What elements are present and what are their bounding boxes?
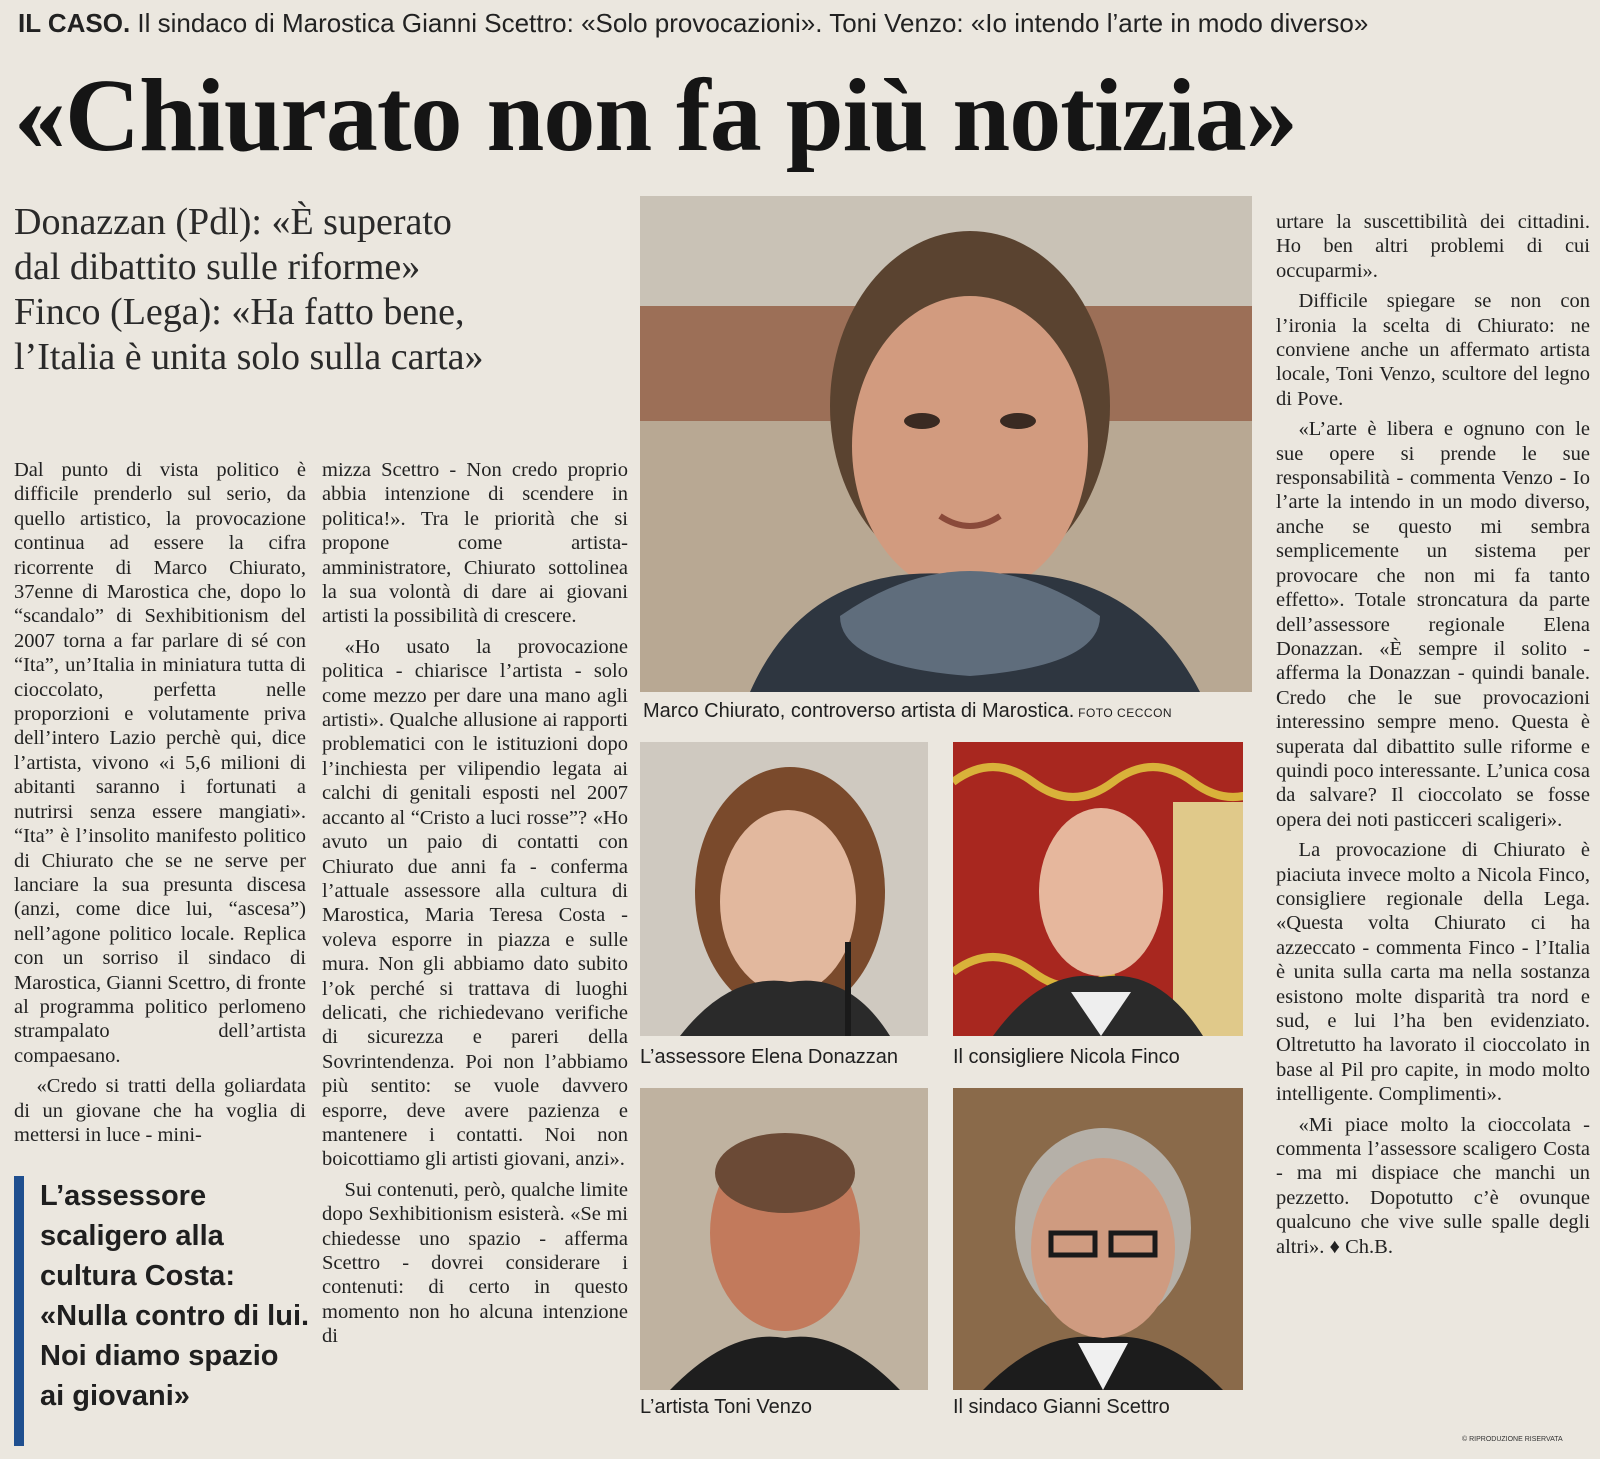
photo-elena-donazzan <box>640 742 928 1036</box>
headline: «Chiurato non fa più notizia» <box>14 58 1297 173</box>
caption-scettro: Il sindaco Gianni Scettro <box>953 1396 1170 1418</box>
article-column-1 <box>14 458 306 1158</box>
caption-finco: Il consigliere Nicola Finco <box>953 1046 1180 1068</box>
article-paragraph: mizza Scettro - Non credo proprio abbia intenzione di scendere in politica!». Tra le priorità che si propone come artista-amministratore, Chiurato sottolinea la sua volontà di dare ai giovani artisti la possibilità di crescere. <box>322 459 628 628</box>
photo-credit: FOTO CECCON <box>1074 706 1173 720</box>
photo-toni-venzo <box>640 1088 928 1390</box>
article-paragraph: Sui contenuti, però, qualche limite dopo Sexhibitionism esisterà. «Se mi chiedesse uno spazio - afferma Scettro - dovrei considerare i contenuti: di certo in questo momento non ho alcuna intenzione di <box>322 1178 628 1348</box>
portrait-illustration <box>953 1088 1243 1390</box>
article-paragraph: «Ho usato la provocazione politica - chiarisce l’artista - solo come mezzo per dare una mano agli artisti». Qualche allusione ai rapporti problematici con le istituzioni dopo l’inchiesta per vilipendio legata ai calchi di genitali esposti nel 2007 accanto al “Cristo a luci rosse”? «Ho avuto un paio di contatti con Chiurato due anni fa - conferma l’attuale assessore alla cultura di Marostica, Maria Teresa Costa - voleva esporre in piazza e sulle mura. Non gli abbiamo dato subito l’ok perché si trattava di luoghi delicati, che richiedevano verifiche di sicurezza e pareri della Sovrintendenza. Poi non l’abbiamo più sentito: se vuole davvero esporre, deve avere pazienza e mantenere i contatti. Noi non boicottiamo gli artisti giovani, anzi». <box>322 635 628 1171</box>
photo-gianni-scettro <box>953 1088 1243 1390</box>
article-paragraph: Difficile spiegare se non con l’ironia la scelta di Chiurato: ne conviene anche un affermato artista locale, Toni Venzo, scultore del legno di Pove. <box>1276 290 1590 410</box>
caption-text: Marco Chiurato, controverso artista di Marostica. <box>643 700 1075 722</box>
copyright-notice: © RIPRODUZIONE RISERVATA <box>1462 1436 1563 1443</box>
article-column-2 <box>322 458 628 1454</box>
deck-line: Donazzan (Pdl): «È superato <box>14 201 452 243</box>
caption-main-photo <box>643 699 1172 725</box>
portrait-illustration <box>640 196 1252 692</box>
photo-marco-chiurato <box>640 196 1252 692</box>
article-paragraph: «L’arte è libera e ognuno con le sue opere si prende le sue responsabilità - commenta Venzo - Io l’arte la intendo in un modo diverso, anche se questo mi sembra semplicemente un sistema per provocare che non mi fa tanto effetto». Totale stroncatura da parte dell’assessore regionale Elena Donazzan. «È sempre il solito - afferma la Donazzan - quindi banale. Credo che le sue provocazioni interessino sempre meno. Questa è superata dal dibattito sulle riforme e quindi poco interessante. L’unica cosa da salvare? Il cioccolato se fosse opera dei noti pasticceri scaligeri». <box>1276 418 1590 831</box>
kicker-line <box>18 4 1588 44</box>
portrait-illustration <box>640 1088 928 1390</box>
article-paragraph: La provocazione di Chiurato è piaciuta invece molto a Nicola Finco, consigliere regionale della Lega. «Questa volta Chiurato ci ha azzeccato - commenta Finco - l’Italia è unita sulla carta ma nella sostanza esistono molte disparità tra nord e sud, e lui l’ha ben evidenziato. Oltretutto ha lavorato il cioccolato in base al Pil pro capite, in modo molto intelligente. Complimenti». <box>1276 839 1590 1106</box>
deck-line: l’Italia è unita solo sulla carta» <box>14 336 484 378</box>
article-column-3 <box>1276 210 1590 1450</box>
photo-nicola-finco <box>953 742 1243 1036</box>
deck-line: Finco (Lega): «Ha fatto bene, <box>14 291 465 333</box>
article-paragraph: «Mi piace molto la cioccolata - commenta l’assessore scaligero Costa - ma mi dispiace che manchi un pezzetto. Dopotutto c’è ovunque qualcuno che vive sulle spalle degli altri». ♦ Ch.B. <box>1276 1113 1590 1258</box>
article-paragraph: urtare la suscettibilità dei cittadini. Ho ben altri problemi di cui occuparmi». <box>1276 211 1590 282</box>
portrait-illustration <box>640 742 928 1036</box>
pull-quote: L’assessore scaligero alla cultura Costa: «Nulla contro di lui. Noi diamo spazio ai giovani» <box>14 1176 310 1446</box>
caption-donazzan: L’assessore Elena Donazzan <box>640 1046 898 1068</box>
caption-venzo: L’artista Toni Venzo <box>640 1396 812 1418</box>
deck-line: dal dibattito sulle riforme» <box>14 246 421 288</box>
kicker-label: IL CASO. <box>18 8 131 38</box>
deck-subheadline <box>14 200 614 380</box>
portrait-illustration <box>953 742 1243 1036</box>
kicker-text: Il sindaco di Marostica Gianni Scettro: «Solo provocazioni». Toni Venzo: «Io intendo l’arte in modo diverso» <box>130 8 1369 38</box>
article-paragraph: Dal punto di vista politico è difficile prenderlo sul serio, da quello artistico, la provocazione continua ad essere la cifra ricorrente di Marco Chiurato, 37enne di Marostica che, dopo lo “scandalo” di Sexhibitionism del 2007 torna a far parlare di sé con “Ita”, un’Italia in miniatura tutta di cioccolato, perfetta nelle proporzioni e volutamente priva dell’intero Lazio perchè qui, dice l’artista, vivono «i 5,6 milioni di abitanti saranno i fortunati a nutrirsi senza essere mangiati». “Ita” è l’insolito manifesto politico di Chiurato che se ne serve per lanciare la sua presunta discesa (anzi, come dice lui, “ascesa”) nell’agone politico locale. Replica con un sorriso il sindaco di Marostica, Gianni Scettro, di fronte al programma politico perlomeno strampalato dell’artista compaesano. <box>14 459 306 1067</box>
article-paragraph: «Credo si tratti della goliardata di un giovane che ha voglia di mettersi in luce - mini- <box>14 1075 306 1146</box>
